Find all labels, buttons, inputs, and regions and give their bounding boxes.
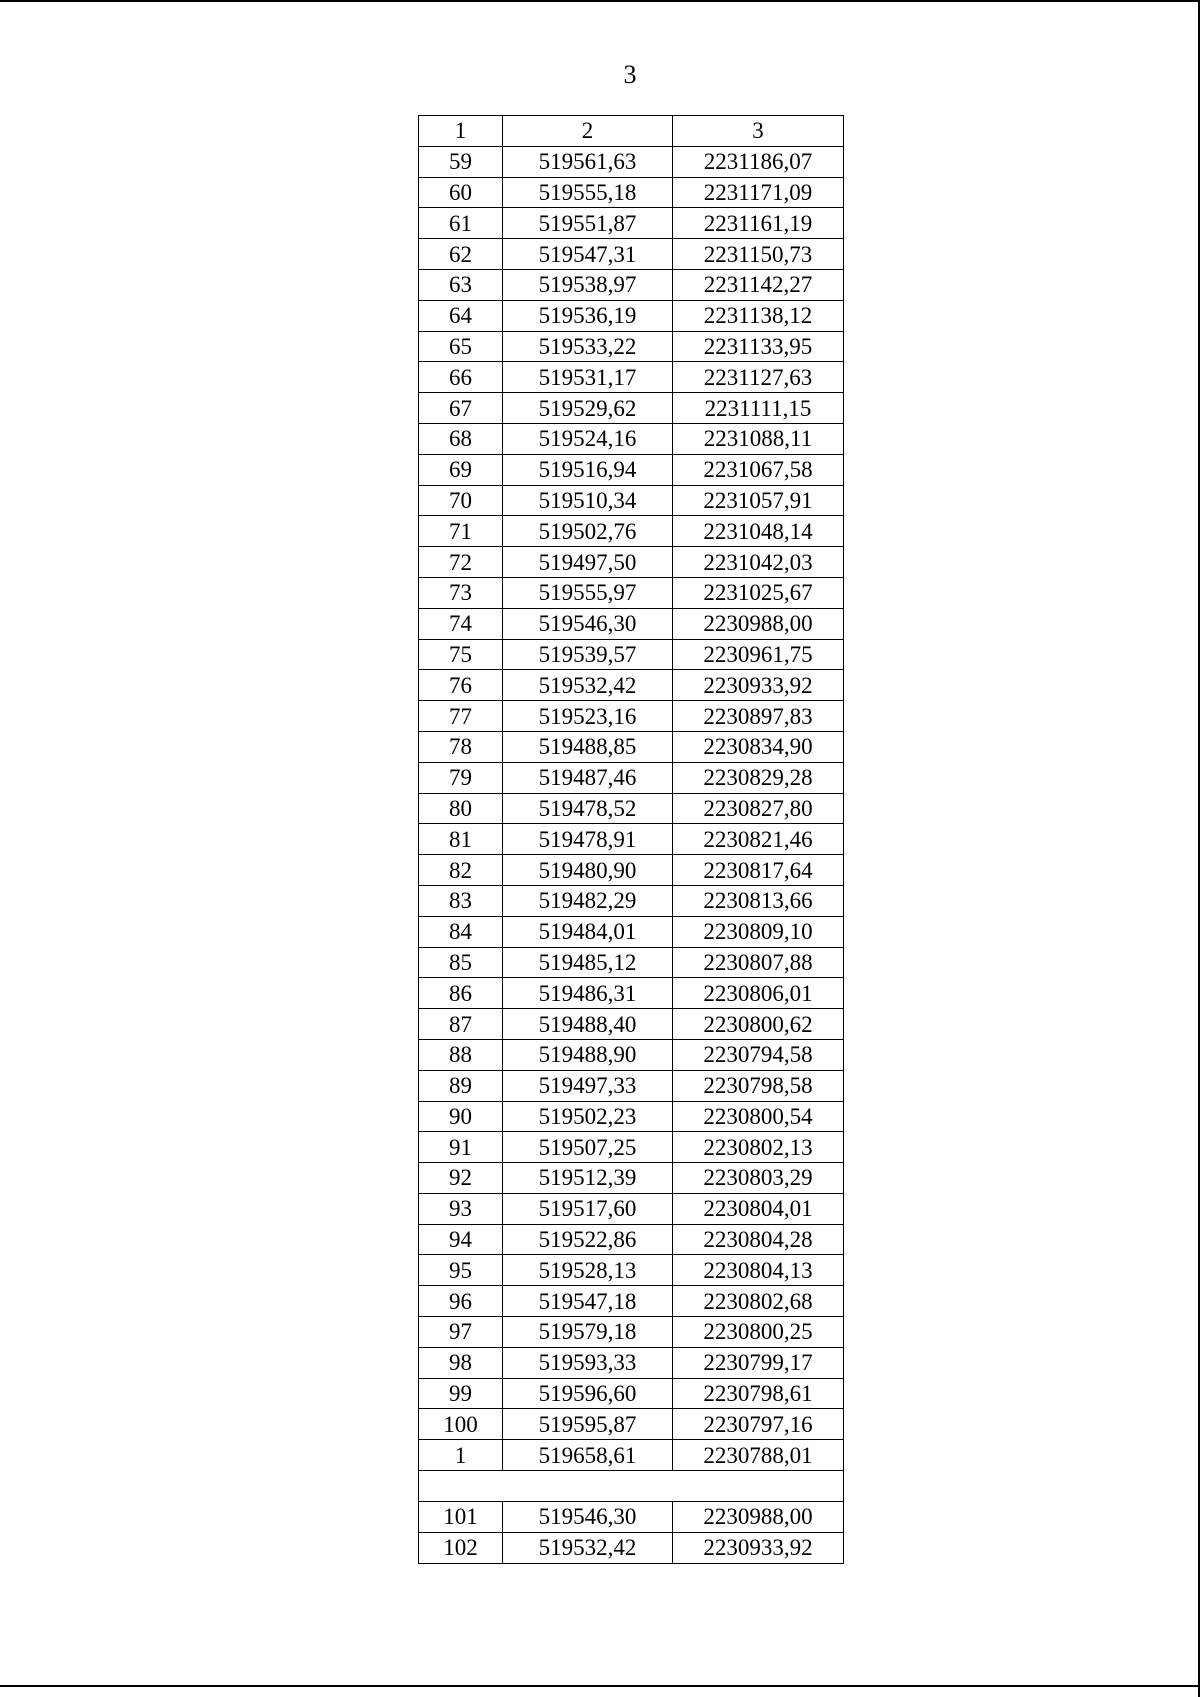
point-number-cell: 102 bbox=[419, 1532, 503, 1563]
x-coordinate-cell: 519523,16 bbox=[503, 701, 673, 732]
x-coordinate-cell: 519561,63 bbox=[503, 146, 673, 177]
table-row bbox=[419, 208, 844, 239]
y-coordinate-cell: 2230800,62 bbox=[673, 1009, 844, 1040]
x-coordinate-cell: 519596,60 bbox=[503, 1378, 673, 1409]
x-coordinate-cell: 519497,33 bbox=[503, 1070, 673, 1101]
table-row bbox=[419, 1409, 844, 1440]
y-coordinate-cell: 2231186,07 bbox=[673, 146, 844, 177]
table-row bbox=[419, 978, 844, 1009]
page-number: 3 bbox=[623, 60, 637, 89]
coordinates-table-body bbox=[419, 116, 844, 1564]
table-row bbox=[419, 1378, 844, 1409]
point-number-cell: 99 bbox=[419, 1378, 503, 1409]
x-coordinate-cell: 519480,90 bbox=[503, 855, 673, 886]
x-coordinate-cell: 519532,42 bbox=[503, 670, 673, 701]
y-coordinate-cell: 2230988,00 bbox=[673, 608, 844, 639]
point-number-cell: 64 bbox=[419, 300, 503, 331]
point-number-cell: 77 bbox=[419, 701, 503, 732]
y-coordinate-cell: 2231057,91 bbox=[673, 485, 844, 516]
point-number-cell: 93 bbox=[419, 1193, 503, 1224]
y-coordinate-cell: 2230806,01 bbox=[673, 978, 844, 1009]
x-coordinate-cell: 519595,87 bbox=[503, 1409, 673, 1440]
point-number-cell: 80 bbox=[419, 793, 503, 824]
point-number-cell: 63 bbox=[419, 269, 503, 300]
table-row bbox=[419, 547, 844, 578]
point-number-cell: 79 bbox=[419, 762, 503, 793]
y-coordinate-cell: 2230803,29 bbox=[673, 1163, 844, 1194]
point-number-cell: 75 bbox=[419, 639, 503, 670]
x-coordinate-cell: 519484,01 bbox=[503, 916, 673, 947]
point-number-cell: 86 bbox=[419, 978, 503, 1009]
x-coordinate-cell: 519555,97 bbox=[503, 577, 673, 608]
y-coordinate-cell: 2231042,03 bbox=[673, 547, 844, 578]
y-coordinate-cell: 2230798,58 bbox=[673, 1070, 844, 1101]
point-number-cell: 71 bbox=[419, 516, 503, 547]
table-row bbox=[419, 177, 844, 208]
table-row bbox=[419, 608, 844, 639]
table-row bbox=[419, 762, 844, 793]
y-coordinate-cell: 2230817,64 bbox=[673, 855, 844, 886]
point-number-cell: 83 bbox=[419, 885, 503, 916]
table-row bbox=[419, 239, 844, 270]
coordinates-table bbox=[418, 115, 844, 1564]
y-coordinate-cell: 2231161,19 bbox=[673, 208, 844, 239]
x-coordinate-cell: 519517,60 bbox=[503, 1193, 673, 1224]
x-coordinate-cell: 519539,57 bbox=[503, 639, 673, 670]
table-row bbox=[419, 485, 844, 516]
x-coordinate-cell: 519658,61 bbox=[503, 1440, 673, 1471]
point-number-cell: 68 bbox=[419, 423, 503, 454]
x-coordinate-cell: 519488,90 bbox=[503, 1039, 673, 1070]
point-number-cell: 73 bbox=[419, 577, 503, 608]
y-coordinate-cell: 2230794,58 bbox=[673, 1039, 844, 1070]
x-coordinate-cell: 519502,23 bbox=[503, 1101, 673, 1132]
table-row bbox=[419, 1502, 844, 1533]
point-number-cell: 78 bbox=[419, 731, 503, 762]
y-coordinate-cell: 2231111,15 bbox=[673, 393, 844, 424]
table-row bbox=[419, 916, 844, 947]
table-header-row bbox=[419, 116, 844, 147]
table-row bbox=[419, 300, 844, 331]
table-row bbox=[419, 701, 844, 732]
x-coordinate-cell: 519478,91 bbox=[503, 824, 673, 855]
x-coordinate-cell: 519488,40 bbox=[503, 1009, 673, 1040]
y-coordinate-cell: 2230788,01 bbox=[673, 1440, 844, 1471]
x-coordinate-cell: 519547,18 bbox=[503, 1286, 673, 1317]
header-cell-3: 3 bbox=[673, 116, 844, 147]
x-coordinate-cell: 519524,16 bbox=[503, 423, 673, 454]
table-row bbox=[419, 331, 844, 362]
y-coordinate-cell: 2230988,00 bbox=[673, 1502, 844, 1533]
table-gap-row bbox=[419, 1471, 844, 1502]
y-coordinate-cell: 2230800,54 bbox=[673, 1101, 844, 1132]
header-cell-2: 2 bbox=[503, 116, 673, 147]
table-row bbox=[419, 269, 844, 300]
y-coordinate-cell: 2230802,68 bbox=[673, 1286, 844, 1317]
point-number-cell: 97 bbox=[419, 1317, 503, 1348]
point-number-cell: 101 bbox=[419, 1502, 503, 1533]
x-coordinate-cell: 519482,29 bbox=[503, 885, 673, 916]
table-row bbox=[419, 855, 844, 886]
point-number-cell: 85 bbox=[419, 947, 503, 978]
point-number-cell: 91 bbox=[419, 1132, 503, 1163]
y-coordinate-cell: 2230961,75 bbox=[673, 639, 844, 670]
y-coordinate-cell: 2230933,92 bbox=[673, 670, 844, 701]
x-coordinate-cell: 519546,30 bbox=[503, 608, 673, 639]
point-number-cell: 89 bbox=[419, 1070, 503, 1101]
table-row bbox=[419, 793, 844, 824]
table-row bbox=[419, 577, 844, 608]
x-coordinate-cell: 519516,94 bbox=[503, 454, 673, 485]
table-row bbox=[419, 1039, 844, 1070]
table-row bbox=[419, 1132, 844, 1163]
x-coordinate-cell: 519529,62 bbox=[503, 393, 673, 424]
point-number-cell: 100 bbox=[419, 1409, 503, 1440]
point-number-cell: 76 bbox=[419, 670, 503, 701]
point-number-cell: 87 bbox=[419, 1009, 503, 1040]
point-number-cell: 94 bbox=[419, 1224, 503, 1255]
table-row bbox=[419, 731, 844, 762]
y-coordinate-cell: 2230804,28 bbox=[673, 1224, 844, 1255]
y-coordinate-cell: 2230933,92 bbox=[673, 1532, 844, 1563]
y-coordinate-cell: 2231088,11 bbox=[673, 423, 844, 454]
x-coordinate-cell: 519486,31 bbox=[503, 978, 673, 1009]
table-row bbox=[419, 947, 844, 978]
table-row bbox=[419, 1009, 844, 1040]
point-number-cell: 88 bbox=[419, 1039, 503, 1070]
empty-cell bbox=[419, 1471, 844, 1502]
x-coordinate-cell: 519488,85 bbox=[503, 731, 673, 762]
table-row bbox=[419, 1070, 844, 1101]
table-row bbox=[419, 1255, 844, 1286]
table-row bbox=[419, 1193, 844, 1224]
y-coordinate-cell: 2231138,12 bbox=[673, 300, 844, 331]
table-row bbox=[419, 423, 844, 454]
table-row bbox=[419, 1101, 844, 1132]
x-coordinate-cell: 519528,13 bbox=[503, 1255, 673, 1286]
y-coordinate-cell: 2231048,14 bbox=[673, 516, 844, 547]
y-coordinate-cell: 2231171,09 bbox=[673, 177, 844, 208]
y-coordinate-cell: 2230802,13 bbox=[673, 1132, 844, 1163]
y-coordinate-cell: 2230800,25 bbox=[673, 1317, 844, 1348]
y-coordinate-cell: 2231142,27 bbox=[673, 269, 844, 300]
y-coordinate-cell: 2231127,63 bbox=[673, 362, 844, 393]
x-coordinate-cell: 519487,46 bbox=[503, 762, 673, 793]
point-number-cell: 67 bbox=[419, 393, 503, 424]
y-coordinate-cell: 2230798,61 bbox=[673, 1378, 844, 1409]
x-coordinate-cell: 519531,17 bbox=[503, 362, 673, 393]
point-number-cell: 59 bbox=[419, 146, 503, 177]
point-number-cell: 69 bbox=[419, 454, 503, 485]
point-number-cell: 1 bbox=[419, 1440, 503, 1471]
point-number-cell: 82 bbox=[419, 855, 503, 886]
y-coordinate-cell: 2230809,10 bbox=[673, 916, 844, 947]
point-number-cell: 61 bbox=[419, 208, 503, 239]
point-number-cell: 98 bbox=[419, 1347, 503, 1378]
x-coordinate-cell: 519546,30 bbox=[503, 1502, 673, 1533]
y-coordinate-cell: 2231150,73 bbox=[673, 239, 844, 270]
y-coordinate-cell: 2230807,88 bbox=[673, 947, 844, 978]
y-coordinate-cell: 2230897,83 bbox=[673, 701, 844, 732]
point-number-cell: 70 bbox=[419, 485, 503, 516]
x-coordinate-cell: 519538,97 bbox=[503, 269, 673, 300]
table-row bbox=[419, 393, 844, 424]
x-coordinate-cell: 519512,39 bbox=[503, 1163, 673, 1194]
y-coordinate-cell: 2230827,80 bbox=[673, 793, 844, 824]
x-coordinate-cell: 519507,25 bbox=[503, 1132, 673, 1163]
x-coordinate-cell: 519478,52 bbox=[503, 793, 673, 824]
point-number-cell: 60 bbox=[419, 177, 503, 208]
scan-edge-top bbox=[0, 0, 1200, 2]
point-number-cell: 66 bbox=[419, 362, 503, 393]
table-row bbox=[419, 1317, 844, 1348]
table-row bbox=[419, 670, 844, 701]
scan-edge-bottom bbox=[0, 1685, 1200, 1687]
x-coordinate-cell: 519533,22 bbox=[503, 331, 673, 362]
point-number-cell: 95 bbox=[419, 1255, 503, 1286]
x-coordinate-cell: 519536,19 bbox=[503, 300, 673, 331]
y-coordinate-cell: 2230821,46 bbox=[673, 824, 844, 855]
x-coordinate-cell: 519502,76 bbox=[503, 516, 673, 547]
x-coordinate-cell: 519551,87 bbox=[503, 208, 673, 239]
x-coordinate-cell: 519485,12 bbox=[503, 947, 673, 978]
point-number-cell: 74 bbox=[419, 608, 503, 639]
table-row bbox=[419, 885, 844, 916]
y-coordinate-cell: 2230834,90 bbox=[673, 731, 844, 762]
y-coordinate-cell: 2231133,95 bbox=[673, 331, 844, 362]
table-row bbox=[419, 1163, 844, 1194]
table-row bbox=[419, 1347, 844, 1378]
table-row bbox=[419, 1532, 844, 1563]
table-row bbox=[419, 146, 844, 177]
x-coordinate-cell: 519547,31 bbox=[503, 239, 673, 270]
y-coordinate-cell: 2231067,58 bbox=[673, 454, 844, 485]
x-coordinate-cell: 519510,34 bbox=[503, 485, 673, 516]
y-coordinate-cell: 2230797,16 bbox=[673, 1409, 844, 1440]
point-number-cell: 62 bbox=[419, 239, 503, 270]
y-coordinate-cell: 2230799,17 bbox=[673, 1347, 844, 1378]
table-row bbox=[419, 516, 844, 547]
point-number-cell: 92 bbox=[419, 1163, 503, 1194]
y-coordinate-cell: 2230804,13 bbox=[673, 1255, 844, 1286]
y-coordinate-cell: 2230804,01 bbox=[673, 1193, 844, 1224]
point-number-cell: 81 bbox=[419, 824, 503, 855]
x-coordinate-cell: 519555,18 bbox=[503, 177, 673, 208]
table-row bbox=[419, 454, 844, 485]
point-number-cell: 90 bbox=[419, 1101, 503, 1132]
x-coordinate-cell: 519497,50 bbox=[503, 547, 673, 578]
point-number-cell: 72 bbox=[419, 547, 503, 578]
x-coordinate-cell: 519579,18 bbox=[503, 1317, 673, 1348]
header-cell-1: 1 bbox=[419, 116, 503, 147]
table-row bbox=[419, 1224, 844, 1255]
x-coordinate-cell: 519593,33 bbox=[503, 1347, 673, 1378]
point-number-cell: 96 bbox=[419, 1286, 503, 1317]
y-coordinate-cell: 2230829,28 bbox=[673, 762, 844, 793]
table-row bbox=[419, 362, 844, 393]
y-coordinate-cell: 2231025,67 bbox=[673, 577, 844, 608]
table-row bbox=[419, 1440, 844, 1471]
point-number-cell: 84 bbox=[419, 916, 503, 947]
x-coordinate-cell: 519522,86 bbox=[503, 1224, 673, 1255]
table-row bbox=[419, 1286, 844, 1317]
table-row bbox=[419, 639, 844, 670]
table-row bbox=[419, 824, 844, 855]
y-coordinate-cell: 2230813,66 bbox=[673, 885, 844, 916]
x-coordinate-cell: 519532,42 bbox=[503, 1532, 673, 1563]
point-number-cell: 65 bbox=[419, 331, 503, 362]
